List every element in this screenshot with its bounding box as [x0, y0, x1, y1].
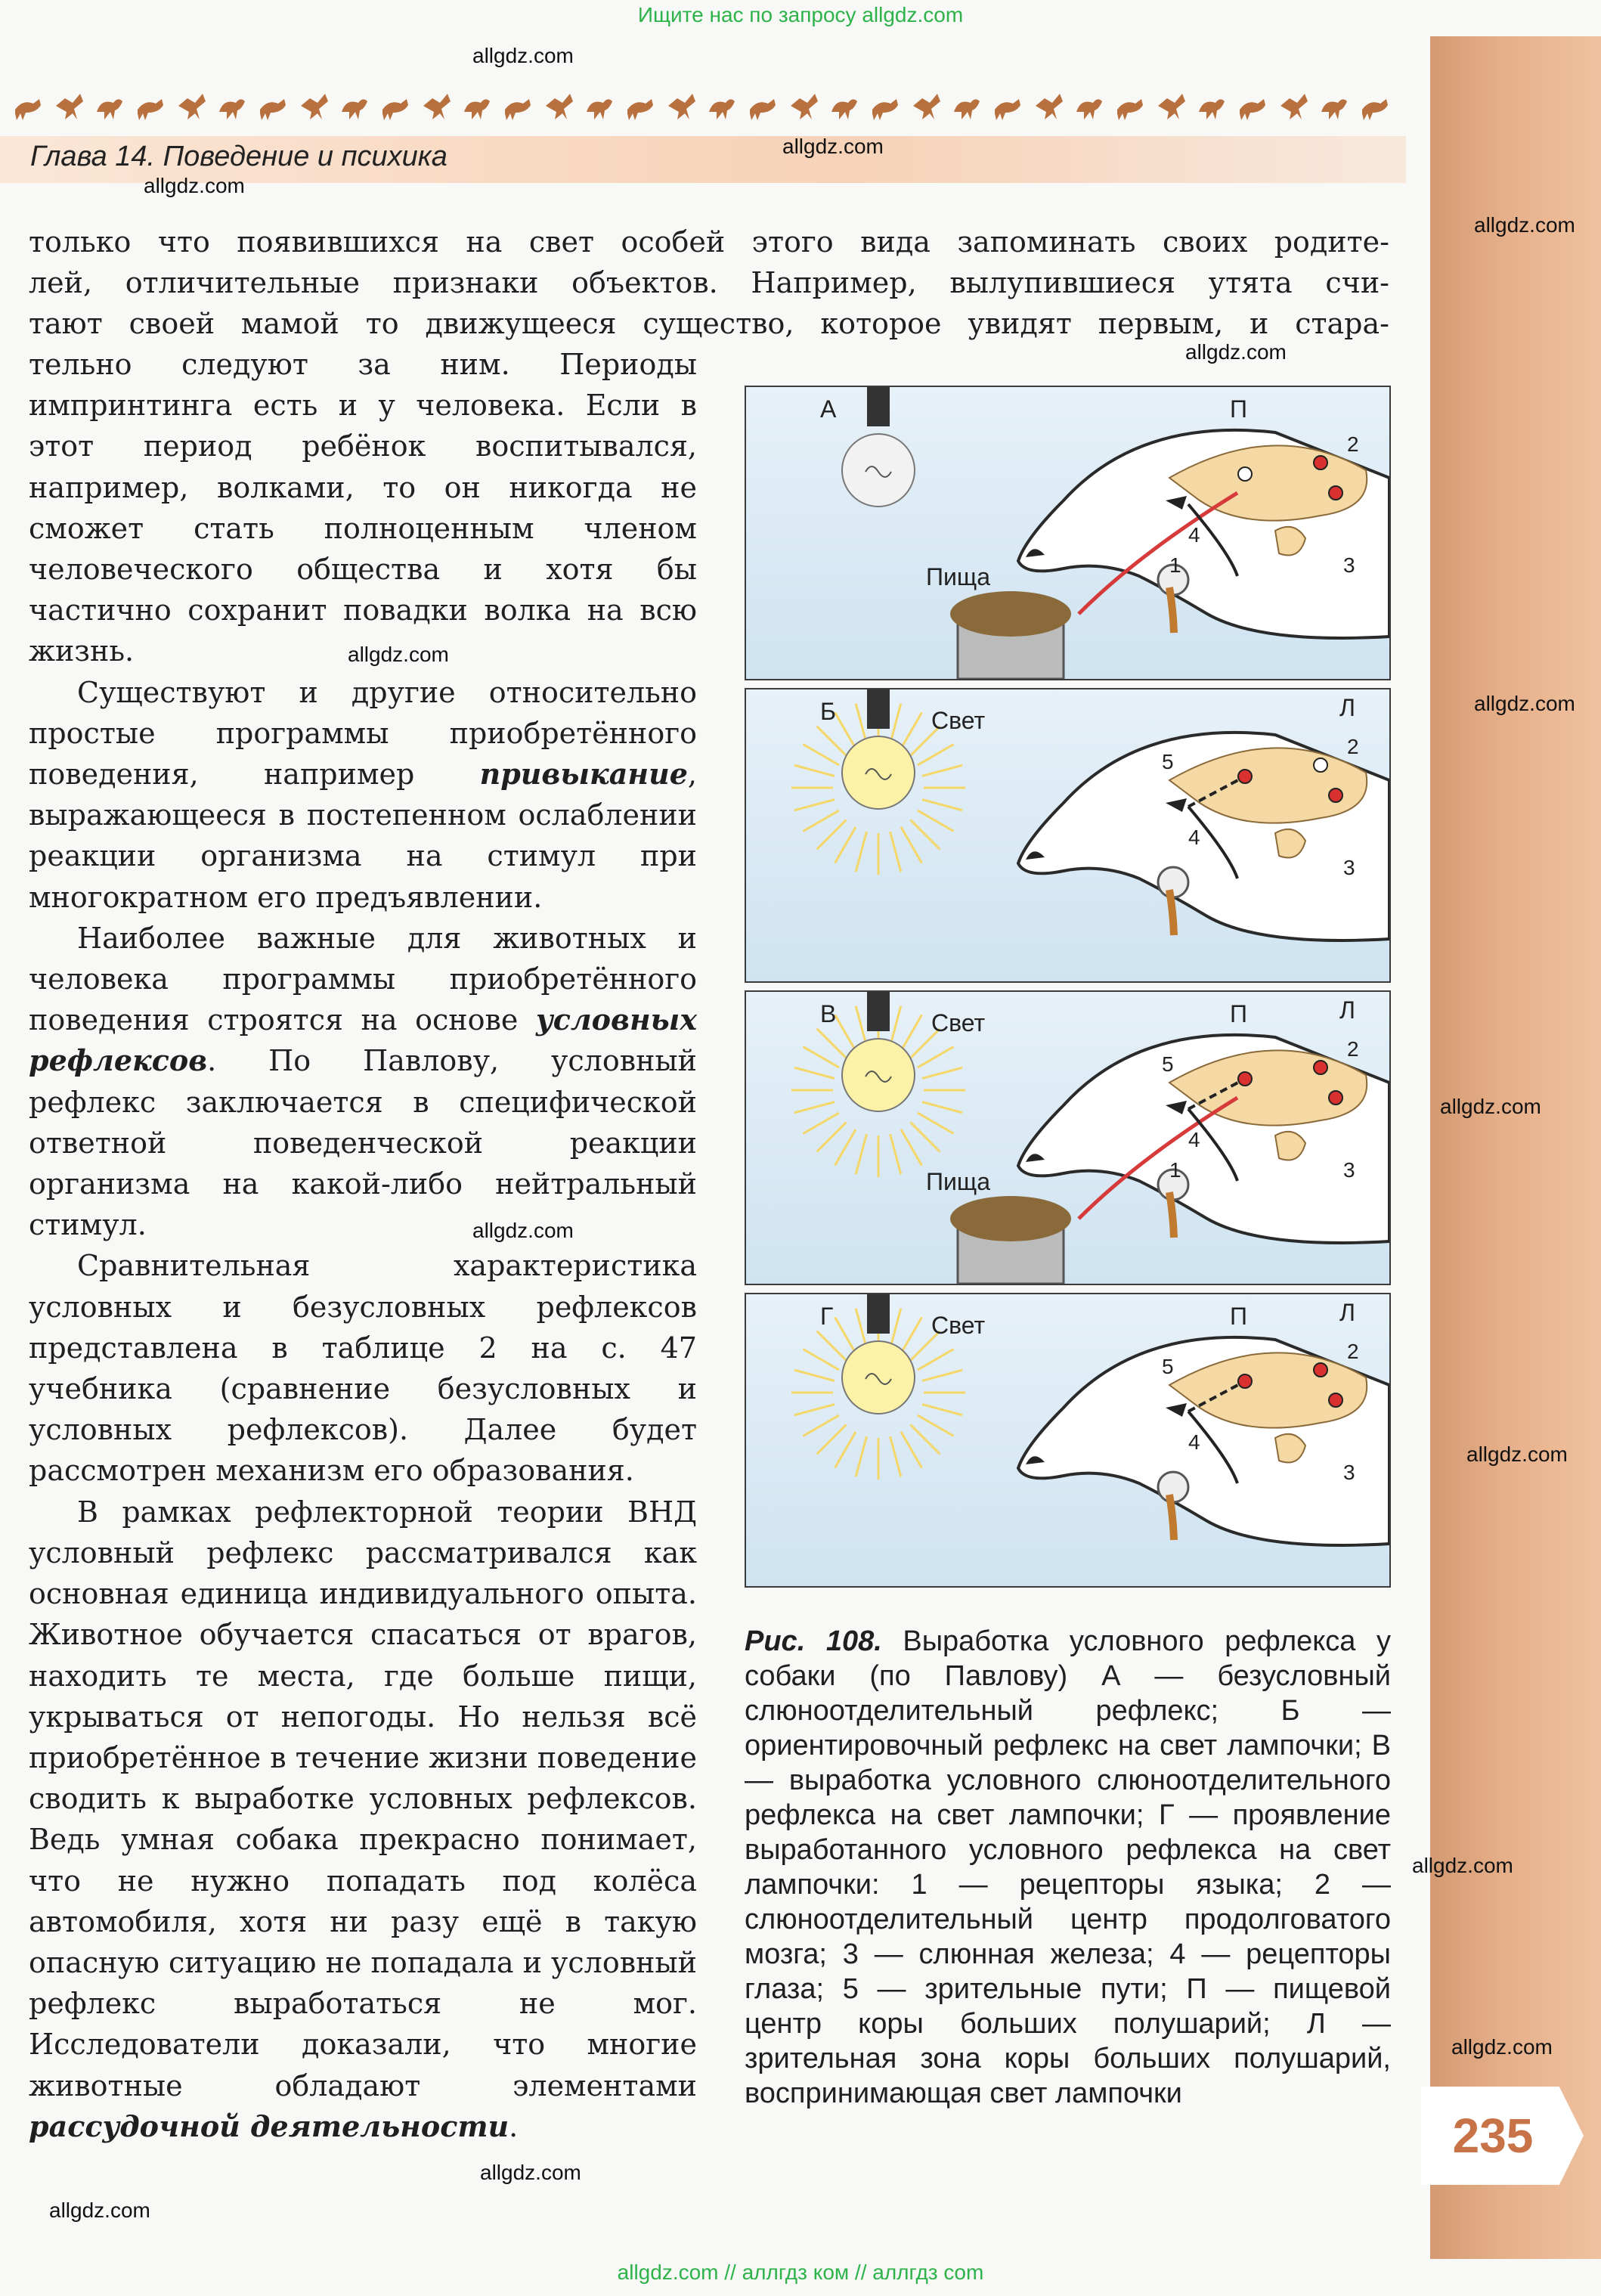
label-3: 3 [1343, 1158, 1355, 1182]
stimulus-label: Свет [931, 707, 986, 734]
saliva-tube [1169, 1495, 1174, 1540]
light-ray [835, 1317, 856, 1353]
light-ray [922, 1405, 962, 1415]
light-ray [901, 1129, 922, 1166]
light-ray [918, 1415, 954, 1436]
light-ray [856, 1134, 866, 1174]
visual-center-dot [1238, 770, 1252, 783]
saliva-tube [1169, 587, 1174, 633]
animal-silhouette-icon [1321, 99, 1347, 119]
animal-silhouette-icon [995, 99, 1020, 120]
animal-silhouette-icon [1280, 94, 1308, 119]
text-line: тают своей мамой то движущееся существо, которое увидят первым, и стара- [29, 307, 1389, 341]
paragraph: Существуют и другие относительно простые программы приобретённого поведения, например привыкание, выражающееся в постепенном ослаблении реакции организма на стимул при многократном его предъявлении. [29, 675, 697, 914]
watermark: allgdz.com [1451, 2035, 1553, 2059]
label-1: 1 [1169, 1158, 1181, 1182]
panel-letter: Г [820, 1303, 834, 1330]
figure-panel-v [745, 990, 1391, 1285]
watermark: allgdz.com [1185, 340, 1287, 364]
watermark: allgdz.com [1474, 213, 1575, 237]
light-ray [794, 765, 835, 776]
label-3: 3 [1343, 856, 1355, 879]
label-5: 5 [1162, 750, 1174, 773]
label-2: 2 [1347, 1340, 1359, 1363]
light-ray [890, 1134, 901, 1174]
panel-illustration [746, 1294, 1389, 1586]
label-4: 4 [1188, 1128, 1200, 1151]
label-2: 2 [1347, 735, 1359, 758]
panel-illustration [746, 992, 1389, 1284]
light-ray [918, 1349, 954, 1371]
watermark: allgdz.com [144, 174, 245, 197]
light-ray [835, 827, 856, 863]
light-ray [856, 832, 866, 872]
term-habituation: привыкание [479, 757, 688, 792]
light-ray [856, 1309, 866, 1349]
label-4: 4 [1188, 826, 1200, 849]
light-ray [817, 1331, 847, 1361]
light-ray [817, 1029, 847, 1058]
light-ray [922, 1067, 962, 1078]
animal-silhouette-icon [342, 99, 367, 119]
light-ray [918, 810, 954, 832]
watermark: allgdz.com [472, 44, 574, 67]
panel-illustration [746, 689, 1389, 981]
animal-silhouette-icon [260, 99, 286, 120]
animal-silhouette-icon [1076, 99, 1102, 119]
food-center-dot [1314, 1363, 1327, 1377]
animal-silhouette-icon [464, 99, 490, 119]
watermark: allgdz.com [348, 643, 449, 666]
light-ray [794, 1405, 835, 1415]
light-ray [856, 1436, 866, 1476]
light-ray [890, 832, 901, 872]
food-in-bowl [950, 1196, 1071, 1241]
figure-108 [745, 386, 1391, 1595]
visual-center-dot [1238, 1374, 1252, 1388]
lamp-socket [867, 387, 890, 426]
light-ray [817, 727, 847, 756]
figure-panel-g [745, 1293, 1391, 1588]
stimulus-label: Свет [931, 1312, 986, 1339]
page-number: 235 [1452, 2109, 1534, 2163]
paragraph: Наиболее важные для животных и человека программы приобретённого поведения строятся на основе условных рефлексов. По Павлову, условный рефлекс заключается в специфической ответной поведенческой реакции организма на какой-либо нейтральный стимул. [29, 921, 697, 1242]
light-ray [918, 745, 954, 766]
lamp-socket [867, 1294, 890, 1334]
light-ray [910, 1424, 940, 1454]
light-ray [794, 1370, 835, 1380]
light-ray [890, 1006, 901, 1046]
light-bulb-icon [842, 434, 915, 507]
light-ray [922, 1102, 962, 1113]
animal-silhouette-icon [546, 94, 573, 119]
watermark: allgdz.com [1440, 1095, 1541, 1118]
light-ray [817, 1122, 847, 1151]
light-ray [835, 1432, 856, 1468]
food-in-bowl [950, 591, 1071, 637]
salivation-center-dot [1329, 1091, 1342, 1105]
animal-silhouette-icon [1240, 99, 1265, 120]
watermark: allgdz.com [472, 1219, 574, 1242]
light-ray [835, 1129, 856, 1166]
watermark: allgdz.com [1412, 1854, 1513, 1877]
label-4: 4 [1188, 1430, 1200, 1454]
label-p: П [1230, 1303, 1247, 1330]
label-l: Л [1339, 1299, 1355, 1326]
saliva-tube [1169, 890, 1174, 935]
animal-silhouette-icon [913, 94, 940, 119]
label-p: П [1230, 395, 1247, 423]
label-3: 3 [1343, 1461, 1355, 1484]
light-ray [803, 1047, 839, 1068]
figure-caption [745, 1624, 1391, 2111]
label-3: 3 [1343, 553, 1355, 577]
food-center-dot [1314, 1061, 1327, 1074]
food-center-dot [1314, 456, 1327, 469]
animal-silhouette-icon [505, 99, 531, 120]
animal-silhouette-icon [301, 94, 328, 119]
animal-silhouette-icon [791, 94, 818, 119]
body-text-column [29, 344, 697, 2147]
light-ray [817, 820, 847, 849]
text-line: лей, отличительные признаки объектов. Например, вылупившиеся утята счи- [29, 266, 1389, 300]
salivation-center-dot [1329, 486, 1342, 500]
light-ray [901, 827, 922, 863]
label-2: 2 [1347, 1037, 1359, 1061]
figure-panel-a [745, 386, 1391, 680]
light-ray [890, 1309, 901, 1349]
panel-letter: Б [820, 698, 836, 725]
light-ray [918, 1047, 954, 1068]
light-ray [794, 800, 835, 810]
animal-silhouette-icon [668, 94, 695, 119]
animal-silhouette-icon [872, 99, 898, 120]
caption-label: Рис. 108. [745, 1625, 882, 1657]
label-2: 2 [1347, 432, 1359, 456]
panel-letter: А [820, 395, 837, 423]
light-ray [856, 1006, 866, 1046]
animal-silhouette-icon [750, 99, 776, 120]
visual-center-dot [1238, 467, 1252, 481]
light-ray [803, 1349, 839, 1371]
animal-silhouette-icon [423, 94, 451, 119]
light-ray [922, 765, 962, 776]
animal-silhouette-icon [382, 99, 408, 120]
food-label: Пища [926, 1168, 990, 1195]
light-ray [890, 1436, 901, 1476]
animal-silhouette-icon [1362, 99, 1388, 120]
label-l: Л [1339, 694, 1355, 721]
panel-letter: В [820, 1000, 837, 1027]
animal-silhouette-icon [587, 99, 612, 119]
animal-silhouette-icon [831, 99, 857, 119]
light-ray [803, 1113, 839, 1134]
paragraph: Сравнительная характеристика условных и безусловных рефлексов представлена в таблице 2 на с. 47 учебника (сравнение безусловных и условных рефлексов). Далее будет рассмотрен механизм его образования. [29, 1249, 697, 1488]
animal-silhouette-icon [1199, 99, 1225, 119]
paragraph: В рамках рефлекторной теории ВНД условный рефлекс рассматривался как основная единица индивидуального опыта. Животное обучается спасаться от врагов, находить те места, где больше пищи, укрываться от непогоды. Но нельзя всё приобретённое в течение жизни поведение сводить к выработке условных рефлексов. Ведь умная собака прекрасно понимает, что не нужно попадать под колёса автомобиля, хотя ни разу ещё в такую опасную ситуацию не попадала и условный рефлекс выработаться не мог. Исследователи доказали, что многие животные обладают элементами рассудочной деятельности. [29, 1495, 697, 2143]
light-bulb-icon [842, 1341, 915, 1414]
light-ray [835, 712, 856, 748]
light-bulb-icon [842, 1039, 915, 1111]
light-ray [901, 1432, 922, 1468]
light-ray [835, 1015, 856, 1051]
light-ray [856, 704, 866, 744]
watermark-top: Ищите нас по запросу allgdz.com [637, 3, 964, 26]
food-center-dot [1314, 758, 1327, 772]
food-label: Пища [926, 563, 990, 590]
animal-silhouette-border [0, 76, 1391, 136]
animal-silhouette-icon [627, 99, 653, 120]
animal-silhouette-icon [1036, 94, 1063, 119]
label-5: 5 [1162, 1052, 1174, 1076]
light-ray [918, 1113, 954, 1134]
term-rational-activity: рассудочной деятельности [29, 2109, 509, 2143]
label-1: 1 [1169, 553, 1181, 577]
page-side-band [1430, 36, 1601, 2259]
stimulus-label: Свет [931, 1009, 986, 1036]
label-p: П [1230, 1000, 1247, 1027]
label-l: Л [1339, 996, 1355, 1024]
salivation-center-dot [1329, 789, 1342, 802]
lamp-socket [867, 992, 890, 1031]
light-ray [817, 1424, 847, 1454]
label-4: 4 [1188, 523, 1200, 547]
animal-silhouette-icon [56, 94, 83, 119]
light-ray [794, 1102, 835, 1113]
light-ray [901, 1015, 922, 1051]
light-ray [803, 745, 839, 766]
panel-illustration [746, 387, 1389, 679]
light-ray [922, 800, 962, 810]
watermark: allgdz.com [782, 135, 884, 158]
animal-silhouette-icon [219, 99, 245, 119]
term-conditioned-reflexes: условных рефлексов [29, 1002, 697, 1078]
light-ray [794, 1067, 835, 1078]
animal-silhouette-icon [15, 99, 41, 120]
animal-silhouette-icon [954, 99, 980, 119]
watermark-bottom: allgdz.com // аллгдз ком // аллгдз com [617, 2260, 984, 2284]
caption-text: Выработка условного рефлекса у собаки (по Павлову) А — безусловный слюноотделительный рефлекс; Б — ориентировочный рефлекс на свет лампочки; В — выработка условного слюноотделительного рефлекса на свет лампочки; Г — проявление выработанного условного рефлекса на свет лампочки: 1 — рецепторы языка; 2 — слюноотделительный центр продолговатого мозга; 3 — слюнная железа; 4 — рецепторы глаза; 5 — зрительные пути; П — пищевой центр коры больших полушарий; Л — зрительная зона коры больших полушарий, воспринимающая свет лампочки [745, 1625, 1391, 2109]
lamp-socket [867, 689, 890, 729]
animal-silhouette-icon [97, 99, 122, 119]
animal-silhouette-icon [138, 99, 163, 120]
chapter-title: Глава 14. Поведение и психика [30, 141, 447, 172]
light-ray [910, 820, 940, 849]
watermark: allgdz.com [480, 2161, 581, 2184]
watermark: allgdz.com [1466, 1442, 1568, 1466]
animal-silhouette-icon [709, 99, 735, 119]
light-ray [803, 810, 839, 832]
paragraph: тельно следуют за ним. Периоды импринтинга есть и у человека. Если в этот период ребёнок воспитывался, например, волками, то он никогда не сможет стать полноценным членом человеческого общества и хотя бы частично сохранит повадки волка на всю жизнь. [29, 348, 697, 668]
light-ray [901, 712, 922, 748]
animal-silhouette-icon [1158, 94, 1185, 119]
watermark: allgdz.com [1474, 692, 1575, 715]
saliva-tube [1169, 1192, 1174, 1238]
text-line: только что появившихся на свет особей этого вида запоминать своих родите- [29, 225, 1389, 259]
light-ray [910, 1122, 940, 1151]
watermark: allgdz.com [49, 2198, 150, 2222]
visual-center-dot [1238, 1072, 1252, 1086]
body-text-full-width [29, 222, 1389, 345]
light-bulb-icon [842, 736, 915, 809]
animal-silhouette-icon [178, 94, 206, 119]
light-ray [901, 1317, 922, 1353]
figure-panel-b [745, 688, 1391, 983]
label-5: 5 [1162, 1355, 1174, 1378]
animal-silhouette-icon [1117, 99, 1143, 120]
light-ray [890, 704, 901, 744]
salivation-center-dot [1329, 1393, 1342, 1407]
light-ray [803, 1415, 839, 1436]
light-ray [922, 1370, 962, 1380]
